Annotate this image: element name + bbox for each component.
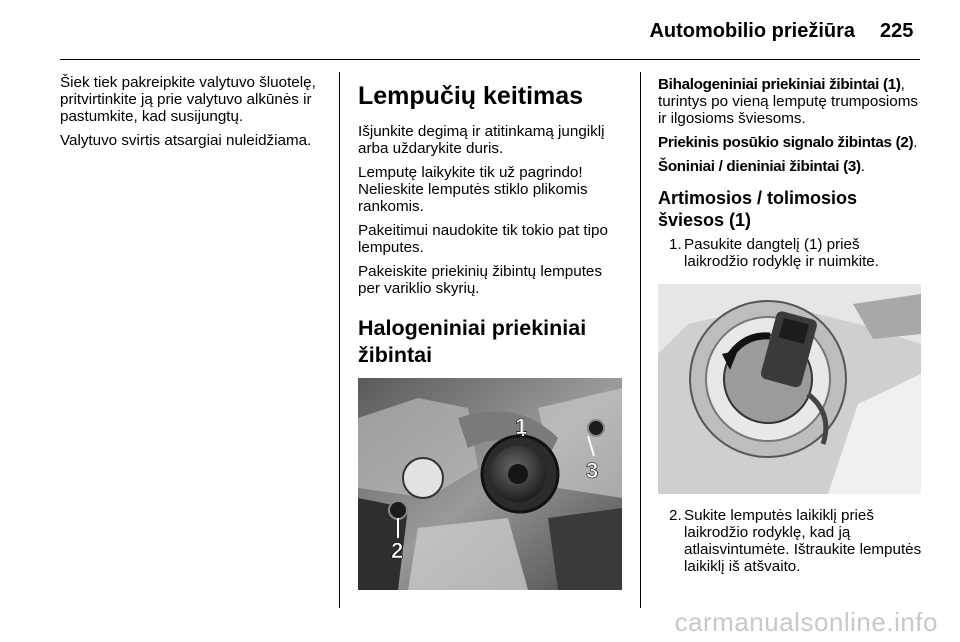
bulb-paragraph-3: Pakeitimui naudokite tik tokio pat tipo lemputes. (358, 222, 608, 256)
halogen-heading: Halogeniniai priekiniai žibintai (358, 316, 587, 367)
lamp-type-1-name: Bihalogeniniai priekiniai žibintai (1) (658, 76, 901, 93)
page-header-title: Automobilio priežiūra (649, 20, 855, 42)
column-right (658, 76, 922, 270)
wiper-paragraph-1: Šiek tiek pakreipkite valytuvo šluotelę, pritvirtinkite ją prie valytuvo alkūnės ir pastumkite, kad susijungtų. (60, 74, 316, 125)
step-2-number: 2. (669, 507, 682, 524)
lamp-type-3 (658, 158, 922, 175)
lamp-type-2 (658, 134, 922, 151)
column-divider-2 (640, 72, 641, 608)
bulb-holder-illustration (658, 284, 921, 494)
column-right-lower (658, 507, 922, 575)
figure-label-2: 2 (391, 538, 404, 563)
lamp-type-3-name: Šoniniai / dieniniai žibintai (3) (658, 158, 861, 175)
figure-label-3: 3 (586, 458, 599, 483)
lamp-type-1-desc: , turintys po vieną lemputę trumposioms ir ilgosioms šviesoms. (658, 76, 918, 127)
figure-label-1: 1 (515, 414, 528, 439)
column-left (60, 74, 332, 156)
section-heading: Lempučių keitimas (358, 82, 584, 110)
step-1-number: 1. (669, 236, 682, 253)
column-middle (358, 78, 624, 369)
page-number: 225 (880, 20, 914, 42)
lamp-type-2-name: Priekinis posūkio signalo žibintas (2) (658, 134, 914, 151)
wiper-paragraph-2: Valytuvo svirtis atsargiai nuleidžiama. (60, 132, 312, 149)
lamp-type-3-desc: . (860, 158, 865, 175)
low-high-beam-heading: Artimosios / tolimosios šviesos (1) (658, 188, 858, 230)
headlamp-photo (358, 378, 622, 590)
step-2-text: Sukite lemputės laikiklį prieš laikrodžio rodyklę, kad ją atlaisvintumėte. Ištraukite lemputės laikiklį iš atšvaito. (684, 507, 922, 575)
column-divider-1 (339, 72, 340, 608)
step-2 (658, 507, 922, 575)
watermark: carmanualsonline.info (674, 607, 938, 637)
bulb-paragraph-4: Pakeiskite priekinių žibintų lemputes per variklio skyrių. (358, 263, 602, 297)
lamp-type-1 (658, 76, 922, 127)
step-1 (658, 236, 922, 270)
bulb-paragraph-1: Išjunkite degimą ir atitinkamą jungiklį arba uždarykite duris. (358, 123, 605, 157)
headlamp-illustration (358, 378, 622, 590)
step-1-text: Pasukite dangtelį (1) prieš laikrodžio rodyklę ir nuimkite. (684, 236, 879, 270)
header-divider (60, 59, 920, 60)
bulb-holder-photo (658, 284, 921, 494)
lamp-type-2-desc: . (913, 134, 918, 151)
bulb-paragraph-2: Lemputę laikykite tik už pagrindo! Nelieskite lemputės stiklo plikomis rankomis. (358, 164, 588, 215)
